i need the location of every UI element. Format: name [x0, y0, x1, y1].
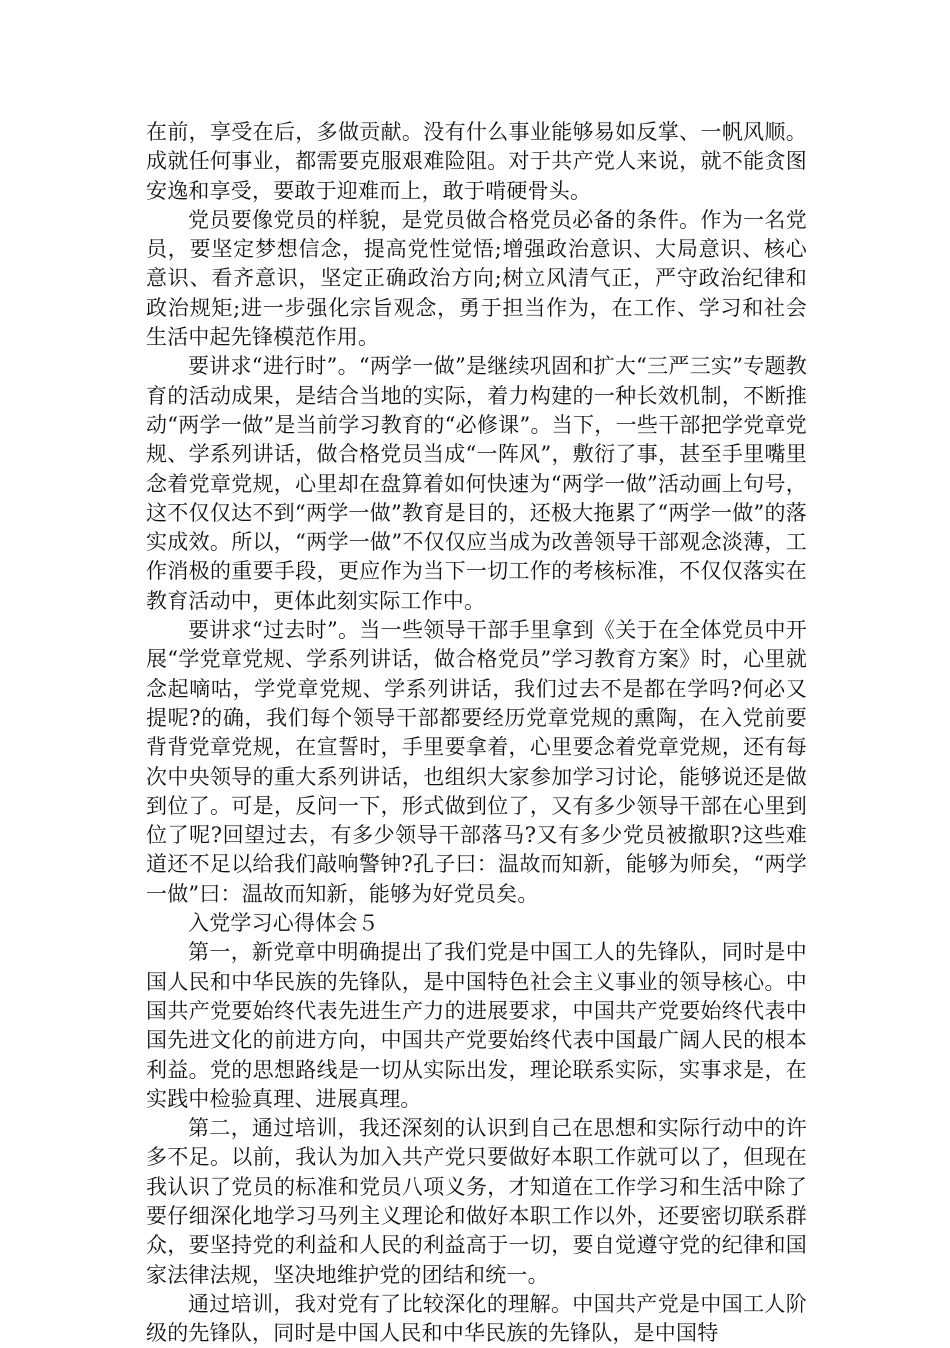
paragraph-past-tense: 要讲求“过去时”。当一些领导干部手里拿到《关于在全体党员中开展“学党章党规、学系列讲话，做合格党员”学习教育方案》时，心里就念起嘀咕，学党章党规、学系列讲话，我们过去不是都在学吗?何必又提呢?的确，我们每个领导干部都要经历党章党规的熏陶，在入党前要背背党章党规，在宣誓时，手里要拿着，心里要念着党章党规，还有每次中央领导的重大系列讲话，也组织大家参加学习讨论，能够说还是做到位了。可是，反问一下，形式做到位了，又有多少领导干部在心里到位了呢?回望过去，有多少领导干部落马?又有多少党员被撤职?这些难道还不足以给我们敲响警钟?孔子曰：温故而知新，能够为师矣，“两学一做”曰：温故而知新，能够为好党员矣。: [146, 618, 807, 906]
paragraph-second-point: 第二，通过培训，我还深刻的认识到自己在思想和实际行动中的许多不足。以前，我认为加入共产党只要做好本职工作就可以了，但现在我认识了党员的标准和党员八项义务，才知道在工作学习和生活中除了要仔细深化地学习马列主义理论和做好本职工作以外，还要密切联系群众，要坚持党的利益和人民的利益高于一切，要自觉遵守党的纪律和国家法律法规，坚决地维护党的团结和统一。: [146, 1116, 807, 1287]
document-body: [146, 118, 807, 1348]
paragraph-training: 通过培训，我对党有了比较深化的理解。中国共产党是中国工人阶级的先锋队，同时是中国人民和中华民族的先锋队，是中国特: [146, 1291, 807, 1346]
paragraph-continued: 在前，享受在后，多做贡献。没有什么事业能够易如反掌、一帆风顺。成就任何事业，都需要克服艰难险阻。对于共产党人来说，就不能贪图安逸和享受，要敢于迎难而上，敢于啃硬骨头。: [146, 120, 807, 203]
paragraph-party-member-image: 党员要像党员的样貌，是党员做合格党员必备的条件。作为一名党员，要坚定梦想信念，提高党性觉悟;增强政治意识、大局意识、核心意识、看齐意识，坚定正确政治方向;树立风清气正，严守政治纪律和政治规矩;进一步强化宗旨观念，勇于担当作为，在工作、学习和社会生活中起先锋模范作用。: [146, 207, 807, 350]
paragraph-first-point: 第一，新党章中明确提出了我们党是中国工人的先锋队，同时是中国人民和中华民族的先锋队，是中国特色社会主义事业的领导核心。中国共产党要始终代表先进生产力的进展要求，中国共产党要始终代表中国先进文化的前进方向，中国共产党要始终代表中国最广阔人民的根本利益。党的思想路线是一切从实际出发，理论联系实际，实事求是，在实践中检验真理、进展真理。: [146, 940, 807, 1111]
section-heading: 入党学习心得体会５: [188, 911, 379, 936]
paragraph-present-tense: 要讲求“进行时”。“两学一做”是继续巩固和扩大“三严三实”专题教育的活动成果，是结合当地的实际，着力构建的一种长效机制，不断推动“两学一做”是当前学习教育的“必修课”。当下，一些干部把学党章党规、学系列讲话，做合格党员当成“一阵风”，敷衍了事，甚至手里嘴里念着党章党规，心里却在盘算着如何快速为“两学一做”活动画上句号，这不仅仅达不到“两学一做”教育是目的，还极大拖累了“两学一做”的落实成效。所以，“两学一做”不仅仅应当成为改善领导干部观念淡薄，工作消极的重要手段，更应作为当下一切工作的考核标准，不仅仅落实在教育活动中，更体此刻实际工作中。: [146, 354, 807, 613]
